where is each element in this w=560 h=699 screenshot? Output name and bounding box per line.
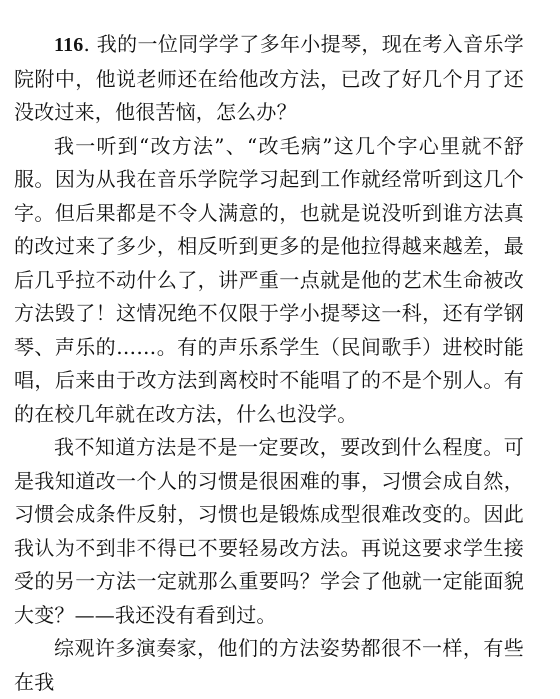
question-text: 我的一位同学学了多年小提琴，现在考入音乐学院附中，他说老师还在给他改方法，已改了好几个月了还没改过来，他很苦恼，怎么办？ [14, 32, 525, 124]
answer-paragraph-1: 我一听到“改方法”、“改毛病”这几个字心里就不舒服。因为从我在音乐学院学习起到工作就经常听到这几个字。但后果都是不令人满意的，也就是说没听到谁方法真的改过来了多少，相反听到更多的是他拉得越来越差，最后几乎拉不动什么了，讲严重一点就是他的艺术生命被改方法毁了！这情况绝不仅限于学小提琴这一科，还有学钢琴、声乐的……。有的声乐系学生（民间歌手）进校时能唱，后来由于改方法到离校时不能唱了的不是个别人。有的在校几年就在改方法，什么也没学。 [14, 133, 524, 426]
question-paragraph [14, 28, 524, 130]
answer-paragraph-2: 我不知道方法是不是一定要改，要改到什么程度。可是我知道改一个人的习惯是很困难的事，习惯会成自然，习惯会成条件反射，习惯也是锻炼成型很难改变的。因此我认为不到非不得已不要轻易改方法。再说这要求学生接受的另一方法一定就那么重要吗？学会了他就一定能面貌大变？——我还没有看到过。 [14, 435, 524, 627]
question-number-separator: . [83, 32, 97, 56]
answer-paragraph-3: 综观许多演奏家，他们的方法姿势都很不一样，有些在我 [14, 636, 524, 694]
question-number: 116 [54, 34, 84, 56]
